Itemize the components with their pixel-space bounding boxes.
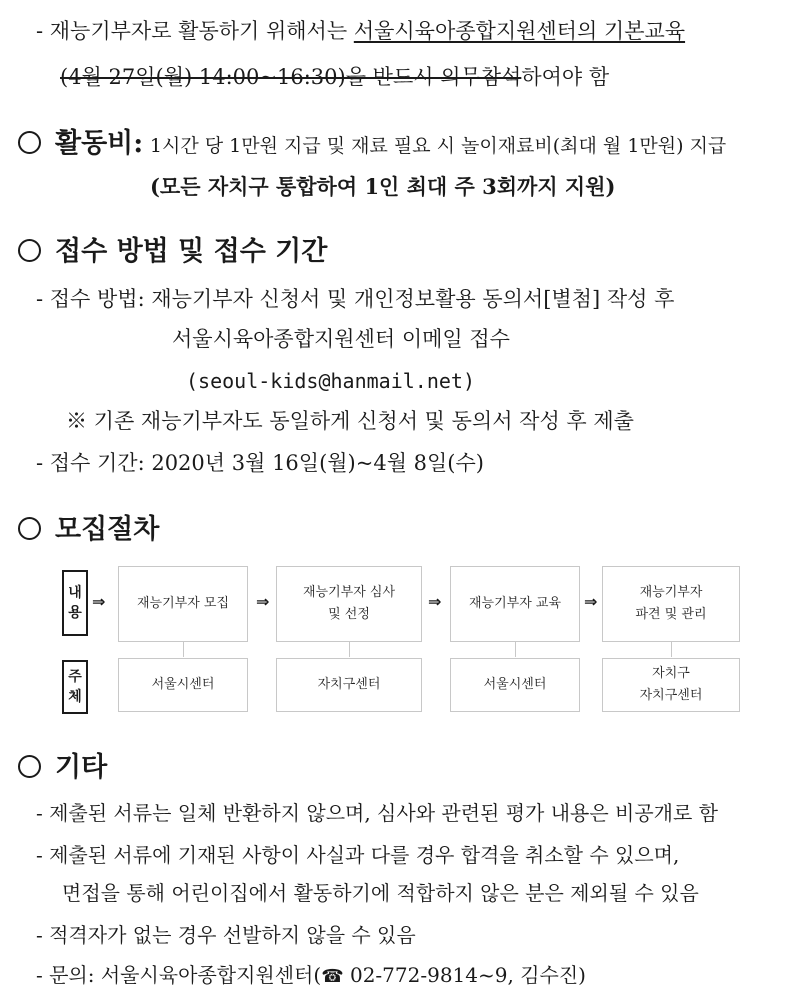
phone-icon: ☎ [321, 966, 344, 987]
contact-number: 02-772-9814~9, 김수진) [343, 963, 586, 987]
misc-item2-line2: 면접을 통해 어린이집에서 활동하기에 적합하지 않은 분은 제외될 수 있음 [62, 881, 699, 905]
application-heading-line [18, 234, 327, 270]
intro-note-line1 [36, 16, 685, 46]
circle-bullet-icon [18, 239, 41, 262]
application-email: (seoul-kids@hanmail.net) [186, 369, 475, 393]
circle-bullet-icon [18, 755, 41, 778]
procedure-heading: 모집절차 [55, 514, 160, 545]
application-heading: 접수 방법 및 접수 기간 [55, 236, 328, 267]
step-owner-3: 서울시센터 [450, 658, 580, 712]
row-content-label: 내 용 [62, 570, 88, 636]
arrow-icon: ⇒ [584, 592, 598, 611]
activity-fee-text: 1시간 당 1만원 지급 및 재료 필요 시 놀이재료비(최대 월 1만원) 지급 [149, 135, 727, 157]
step-owner-1: 서울시센터 [118, 658, 248, 712]
application-period: - 접수 기간: 2020년 3월 16일(월)~4월 8일(수) [36, 451, 484, 475]
circle-bullet-icon [18, 517, 41, 540]
application-method-line2: 서울시육아종합지원센터 이메일 접수 [172, 327, 510, 351]
activity-fee-line [18, 126, 726, 162]
step-owner-2: 자치구센터 [276, 658, 422, 712]
step-content-1: 재능기부자 모집 [118, 566, 248, 642]
intro-note-strike: (4월 27일(월) 14:00~16:30)을 반드시 의무참석 [60, 65, 522, 89]
intro-note-suffix: 하여야 함 [521, 65, 610, 89]
misc-heading: 기타 [55, 752, 108, 783]
misc-heading-line [18, 750, 107, 786]
step-content-2: 재능기부자 심사 및 선정 [276, 566, 422, 642]
connector-line [183, 641, 184, 657]
activity-fee-heading: 활동비: [55, 128, 144, 159]
activity-fee-note: (모든 자치구 통합하여 1인 최대 주 3회까지 지원) [150, 174, 616, 199]
connector-line [671, 641, 672, 657]
step-owner-4: 자치구 자치구센터 [602, 658, 740, 712]
step-content-4: 재능기부자 파견 및 관리 [602, 566, 740, 642]
procedure-heading-line [18, 512, 159, 548]
row-owner-label: 주 체 [62, 660, 88, 714]
connector-line [515, 641, 516, 657]
intro-note-line2 [60, 62, 609, 92]
arrow-icon: ⇒ [256, 592, 270, 611]
intro-note-underlined: 서울시육아종합지원센터의 기본교육 [353, 19, 686, 43]
misc-item1: - 제출된 서류는 일체 반환하지 않으며, 심사와 관련된 평가 내용은 비공개로 함 [36, 801, 718, 825]
circle-bullet-icon [18, 131, 41, 154]
connector-line [349, 641, 350, 657]
application-notice: ※ 기존 재능기부자도 동일하게 신청서 및 동의서 작성 후 제출 [66, 409, 634, 433]
misc-item3: - 적격자가 없는 경우 선발하지 않을 수 있음 [36, 923, 416, 947]
application-method-line1: - 접수 방법: 재능기부자 신청서 및 개인정보활용 동의서[별첨] 작성 후 [36, 287, 675, 311]
contact-prefix: - 문의: 서울시육아종합지원센터( [36, 963, 322, 987]
misc-item2-line1: - 제출된 서류에 기재된 사항이 사실과 다를 경우 합격을 취소할 수 있으며, [36, 843, 680, 867]
arrow-icon: ⇒ [428, 592, 442, 611]
arrow-icon: ⇒ [92, 592, 106, 611]
misc-contact [36, 960, 586, 992]
intro-note-prefix: - 재능기부자로 활동하기 위해서는 [36, 19, 354, 43]
step-content-3: 재능기부자 교육 [450, 566, 580, 642]
